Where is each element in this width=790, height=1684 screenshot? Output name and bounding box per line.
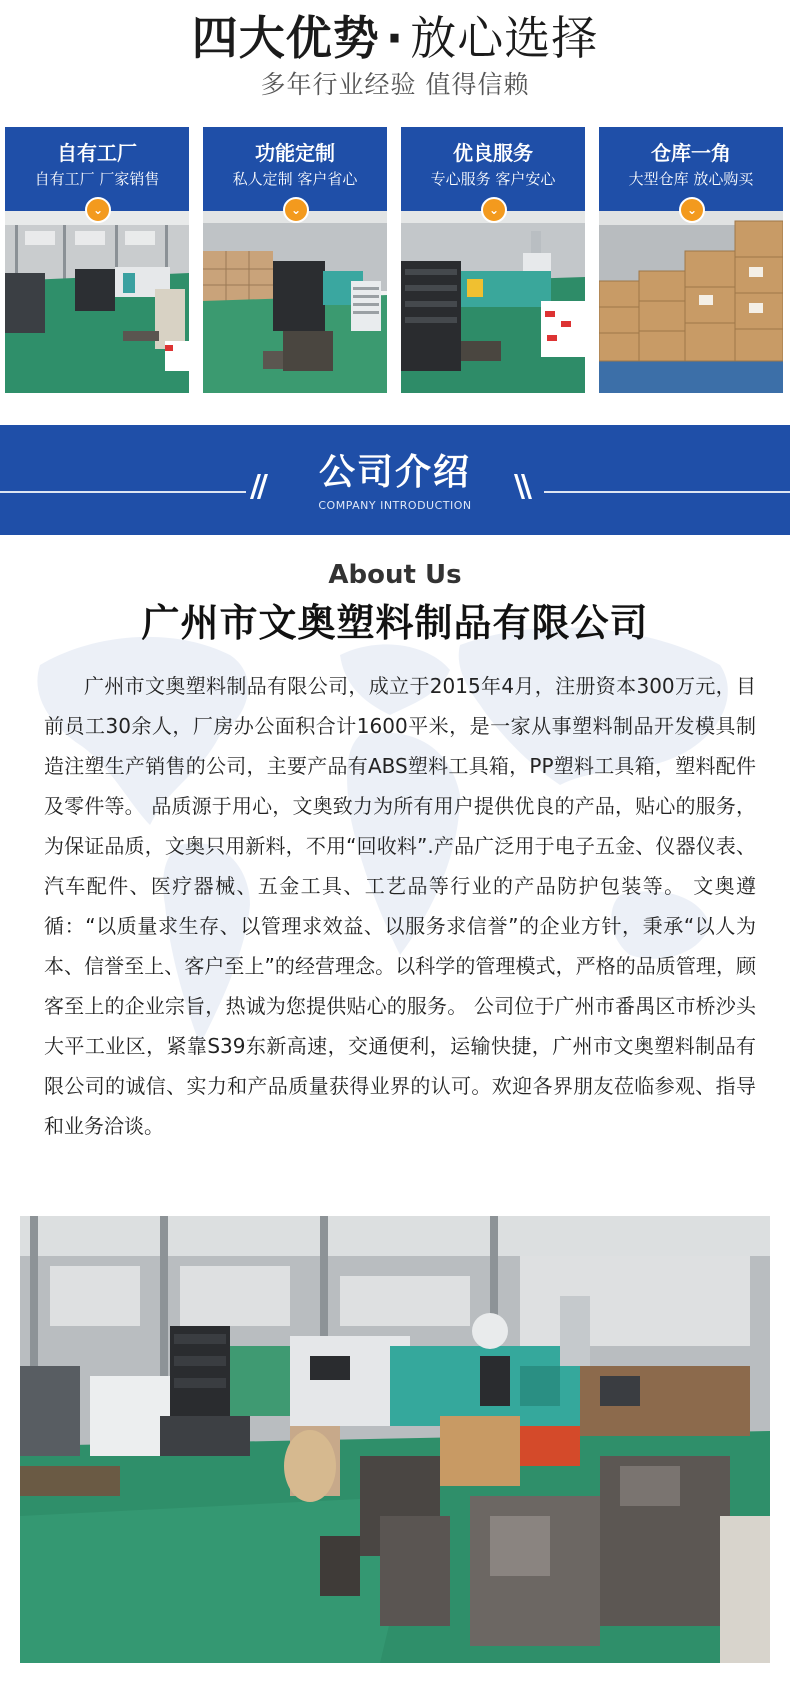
company-intro-title: 公司介绍 [318,452,471,493]
about-body-text: 广州市文奥塑料制品有限公司，成立于2015年4月，注册资本300万元，目前员工30余人，厂房办公面积合计1600平米，是一家从事塑料制品开发模具制造注塑生产销售的公司，主要产品有ABS塑料工具箱，PP塑料工具箱，塑料配件及零件等。 品质源于用心，文奥致力为所有用户提供优良的产品，贴心的服务，为保证品质，文奥只用新料，不用“回收料”.产品广泛用于电子五金、仪器仪表、汽车配件、医疗器械、五金工具、工艺品等行业的产品防护包装等。 文奥遵循：“以质量求生存、以管理求效益、以服务求信誉”的企业方针，秉承“以人为本、信誉至上、客户至上”的经营理念。以科学的管理模式，严格的品质管理，顾客至上的企业宗旨，热诚为您提供贴心的服务。 公司位于广州市番禺区市桥沙头大平工业区，紧靠S39东新高速，交通便利，运输快捷，广州市文奥塑料制品有限公司的诚信、实力和产品质量获得业界的认可。欢迎各界朋友莅临参观、指导和业务洽谈。 [44,674,756,1138]
advantage-card-service [401,127,585,393]
factory-interior-photo [20,1216,770,1663]
machine-workshop-photo [203,211,387,393]
card-title: 功能定制 [255,141,335,165]
advantage-card-warehouse [599,127,783,393]
card-title: 仓库一角 [651,141,731,165]
about-heading-en: About Us [328,560,462,590]
chevron-down-icon: ⌄ [679,197,705,223]
factory-floor-photo [5,211,189,393]
advantages-title-light: 放心选择 [410,11,599,65]
advantages-subtitle: 多年行业经验 值得信赖 [260,70,530,99]
production-line-photo [401,211,585,393]
advantage-card-own-factory [5,127,189,393]
banner-left-mark: // [250,469,264,504]
banner-right-mark: \\ [514,469,528,504]
advantage-cards [5,127,785,395]
banner-right-rule [544,491,790,493]
card-subtitle: 大型仓库 放心购买 [628,170,754,188]
chevron-down-icon: ⌄ [283,197,309,223]
warehouse-boxes-photo [599,211,783,393]
card-subtitle: 自有工厂 厂家销售 [34,170,160,188]
advantages-header [0,0,790,112]
advantage-card-customization [203,127,387,393]
about-heading-cn: 广州市文奥塑料制品有限公司 [141,601,649,645]
card-subtitle: 专心服务 客户安心 [430,170,556,188]
card-title: 优良服务 [453,141,533,165]
chevron-down-icon: ⌄ [85,197,111,223]
chevron-down-icon: ⌄ [481,197,507,223]
advantages-title-dot: · [385,11,405,65]
company-intro-subtitle: COMPANY INTRODUCTION [318,499,472,512]
company-intro-banner [0,425,790,535]
card-subtitle: 私人定制 客户省心 [232,170,358,188]
advantages-title-strong: 四大优势 [191,11,380,65]
advantages-title [0,8,790,68]
about-section [0,535,790,1215]
card-title: 自有工厂 [57,141,137,165]
